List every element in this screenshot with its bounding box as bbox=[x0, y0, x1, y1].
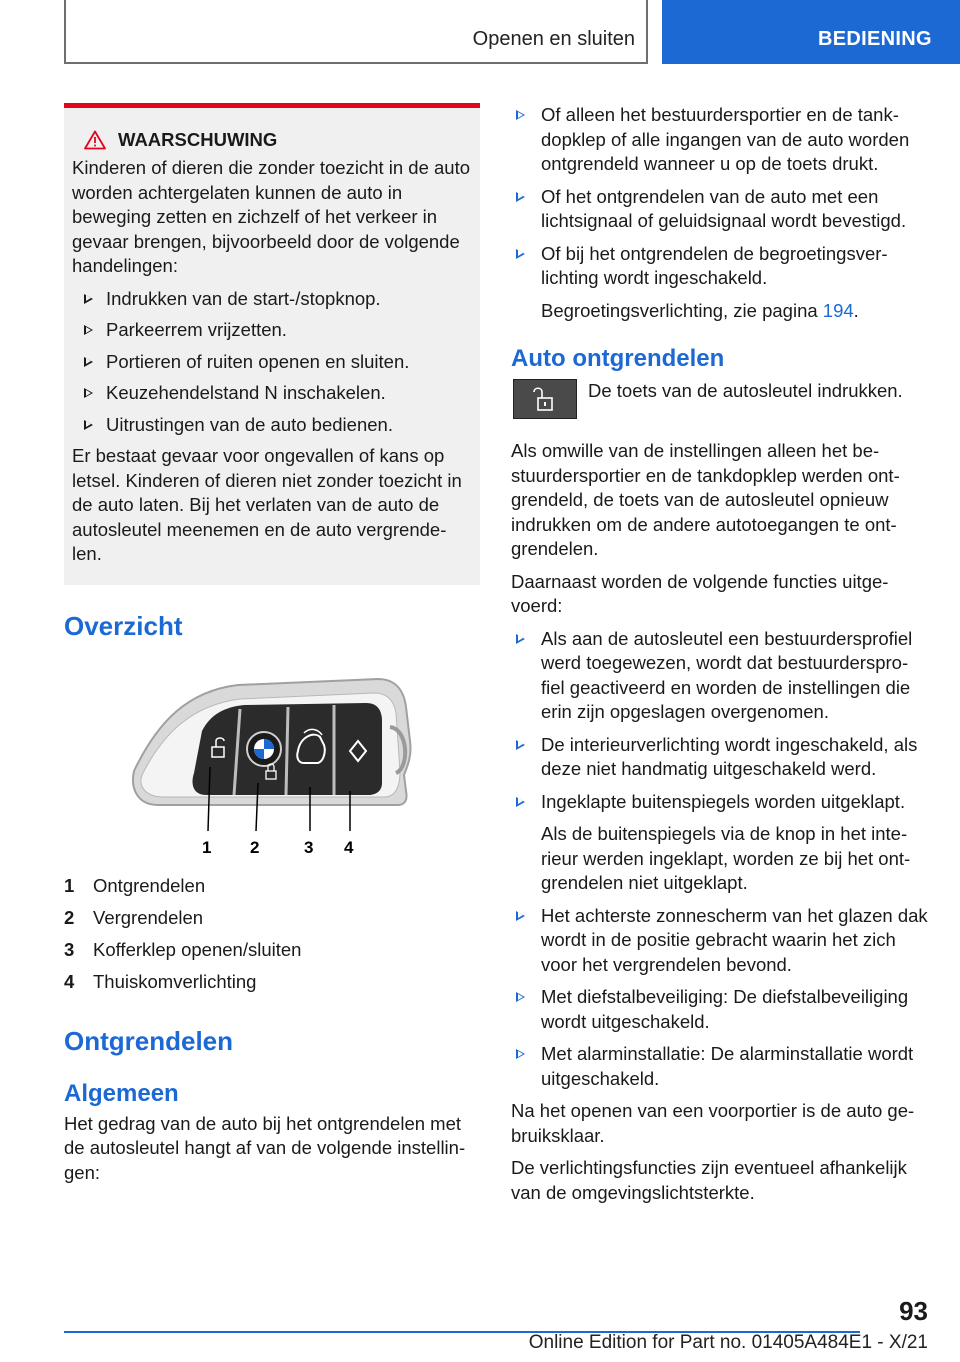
list-item: Of het ontgrendelen van de auto met een lichtsignaal of geluidsignaal wordt bevestigd. bbox=[511, 185, 931, 234]
bullet-triangle-icon bbox=[516, 740, 525, 750]
bullet-triangle-icon bbox=[516, 911, 525, 921]
bullet-triangle-icon bbox=[84, 325, 93, 335]
overview-legend bbox=[64, 870, 480, 998]
list-item: 3 Kofferklep openen/sluiten bbox=[64, 938, 302, 960]
list-item: Indrukken van de start-/stopknop. bbox=[72, 287, 472, 312]
unlock-car-heading: Auto ontgrendelen bbox=[511, 345, 725, 372]
unlock-key-button-icon bbox=[513, 379, 577, 419]
callout-number: 1 bbox=[202, 837, 212, 857]
car-key-illustration bbox=[128, 671, 480, 866]
car-key-image bbox=[128, 671, 418, 861]
list-item: Of bij het ontgrendelen de begroetingsver-lichting wordt ingeschakeld. bbox=[511, 242, 931, 291]
general-subheading: Algemeen bbox=[64, 1079, 179, 1107]
bullet-triangle-icon bbox=[516, 797, 525, 807]
warning-list bbox=[72, 287, 472, 438]
bullet-triangle-icon bbox=[516, 1049, 525, 1059]
list-item: Als aan de autosleutel een bestuurdersprofiel werd toegewezen, wordt dat bestuurderspro-fiel geactiveerd en worden de instellingen die erin zijn opgeslagen overgenomen. bbox=[511, 627, 931, 725]
unlock-instruction-row bbox=[511, 379, 931, 439]
callout-number: 4 bbox=[344, 837, 354, 857]
list-item: 2 Vergrendelen bbox=[64, 906, 204, 928]
warning-outro: Er bestaat gevaar voor ongevallen of kans op letsel. Kinderen of dieren niet zonder toezicht in de auto laten. Bij het verlaten van de auto de autosleutel meenemen en de auto vergrende-len. bbox=[72, 445, 462, 564]
warning-box bbox=[64, 103, 480, 585]
list-item: Met alarminstallatie: De alarminstallatie wordt uitgeschakeld. bbox=[511, 1042, 931, 1091]
bullet-triangle-icon bbox=[84, 357, 93, 367]
right-column bbox=[511, 103, 931, 1213]
unlocking-heading: Ontgrendelen bbox=[64, 1025, 234, 1056]
list-item: Of alleen het bestuurdersportier en de tank-dopklep of alle ingangen van de auto worden ontgrendeld wanneer u op de toets drukt. bbox=[511, 103, 931, 177]
callout-number: 2 bbox=[250, 837, 260, 857]
unlock-paragraph-1: Als omwille van de instellingen alleen het be-stuurdersportier en de tankdopklep werden ont-grendeld, de toets van de autosleutel opnieuw indrukken om de andere autotoegangen te ont-grendelen. bbox=[511, 440, 900, 559]
bullet-triangle-icon bbox=[84, 294, 93, 304]
list-item: Portieren of ruiten openen en sluiten. bbox=[72, 350, 472, 375]
overview-heading: Overzicht bbox=[64, 610, 183, 641]
unlock-paragraph-4: De verlichtingsfuncties zijn eventueel afhankelijk van de omgevingslichtsterkte. bbox=[511, 1157, 907, 1203]
header-chapter-tab: BEDIENING bbox=[662, 0, 960, 64]
page-link[interactable]: 194 bbox=[822, 299, 854, 321]
bullet-triangle-icon bbox=[516, 110, 525, 120]
mirror-note: Als de buitenspiegels via de knop in het inte-rieur werden ingeklapt, worden ze bij het ont-grendelen niet uitgeklapt. bbox=[541, 823, 911, 893]
unlock-paragraph-3: Na het openen van een voorportier is de auto ge-bruiksklaar. bbox=[511, 1100, 915, 1146]
bullet-triangle-icon bbox=[516, 192, 525, 202]
list-item: Uitrustingen van de auto bedienen. bbox=[72, 413, 472, 438]
list-item: Ingeklapte buitenspiegels worden uitgeklapt. bbox=[511, 790, 931, 815]
bullet-triangle-icon bbox=[516, 634, 525, 644]
bullet-triangle-icon bbox=[516, 992, 525, 1002]
general-text: Het gedrag van de auto bij het ontgrendelen met de autosleutel hangt af van de volgende instellin-gen: bbox=[64, 1112, 466, 1183]
functions-list-continued bbox=[511, 904, 931, 1092]
warning-title-text: WAARSCHUWING bbox=[118, 129, 278, 150]
functions-list bbox=[511, 627, 931, 815]
list-item: 4 Thuiskomverlichting bbox=[64, 970, 257, 992]
bullet-triangle-icon bbox=[84, 420, 93, 430]
list-item: 1 Ontgrendelen bbox=[64, 874, 206, 896]
list-item: Keuzehendelstand N inschakelen. bbox=[72, 381, 472, 406]
bullet-triangle-icon bbox=[84, 388, 93, 398]
list-item: Parkeerrem vrijzetten. bbox=[72, 318, 472, 343]
warning-title bbox=[72, 128, 472, 152]
footer-edition: Online Edition for Part no. 01405A484E1 - X/21 bbox=[528, 1332, 928, 1353]
settings-list bbox=[511, 103, 931, 291]
greeting-reference: Begroetingsverlichting, zie pagina 194. bbox=[541, 299, 859, 321]
left-column bbox=[64, 103, 480, 1193]
unlock-paragraph-2: Daarnaast worden de volgende functies uitge-voerd: bbox=[511, 570, 889, 616]
header-section-title: Openen en sluiten bbox=[472, 28, 635, 50]
list-item: Het achterste zonnescherm van het glazen dak wordt in de positie gebracht waarin het zich voor het vergrendelen bevond. bbox=[511, 904, 931, 978]
warning-triangle-icon bbox=[84, 130, 106, 150]
list-item: De interieurverlichting wordt ingeschakeld, als deze niet handmatig uitgeschakeld werd. bbox=[511, 733, 931, 782]
callout-number: 3 bbox=[304, 837, 314, 857]
bullet-triangle-icon bbox=[516, 249, 525, 259]
list-item: Met diefstalbeveiliging: De diefstalbeveiliging wordt uitgeschakeld. bbox=[511, 985, 931, 1034]
unlock-instruction: De toets van de autosleutel indrukken. bbox=[588, 380, 903, 401]
page-number: 93 bbox=[899, 1296, 928, 1326]
warning-intro: Kinderen of dieren die zonder toezicht in de auto worden achtergelaten kunnen de auto in beweging zetten en zichzelf of het verkeer in gevaar brengen, bijvoorbeeld door de volgende handelingen: bbox=[72, 157, 471, 276]
